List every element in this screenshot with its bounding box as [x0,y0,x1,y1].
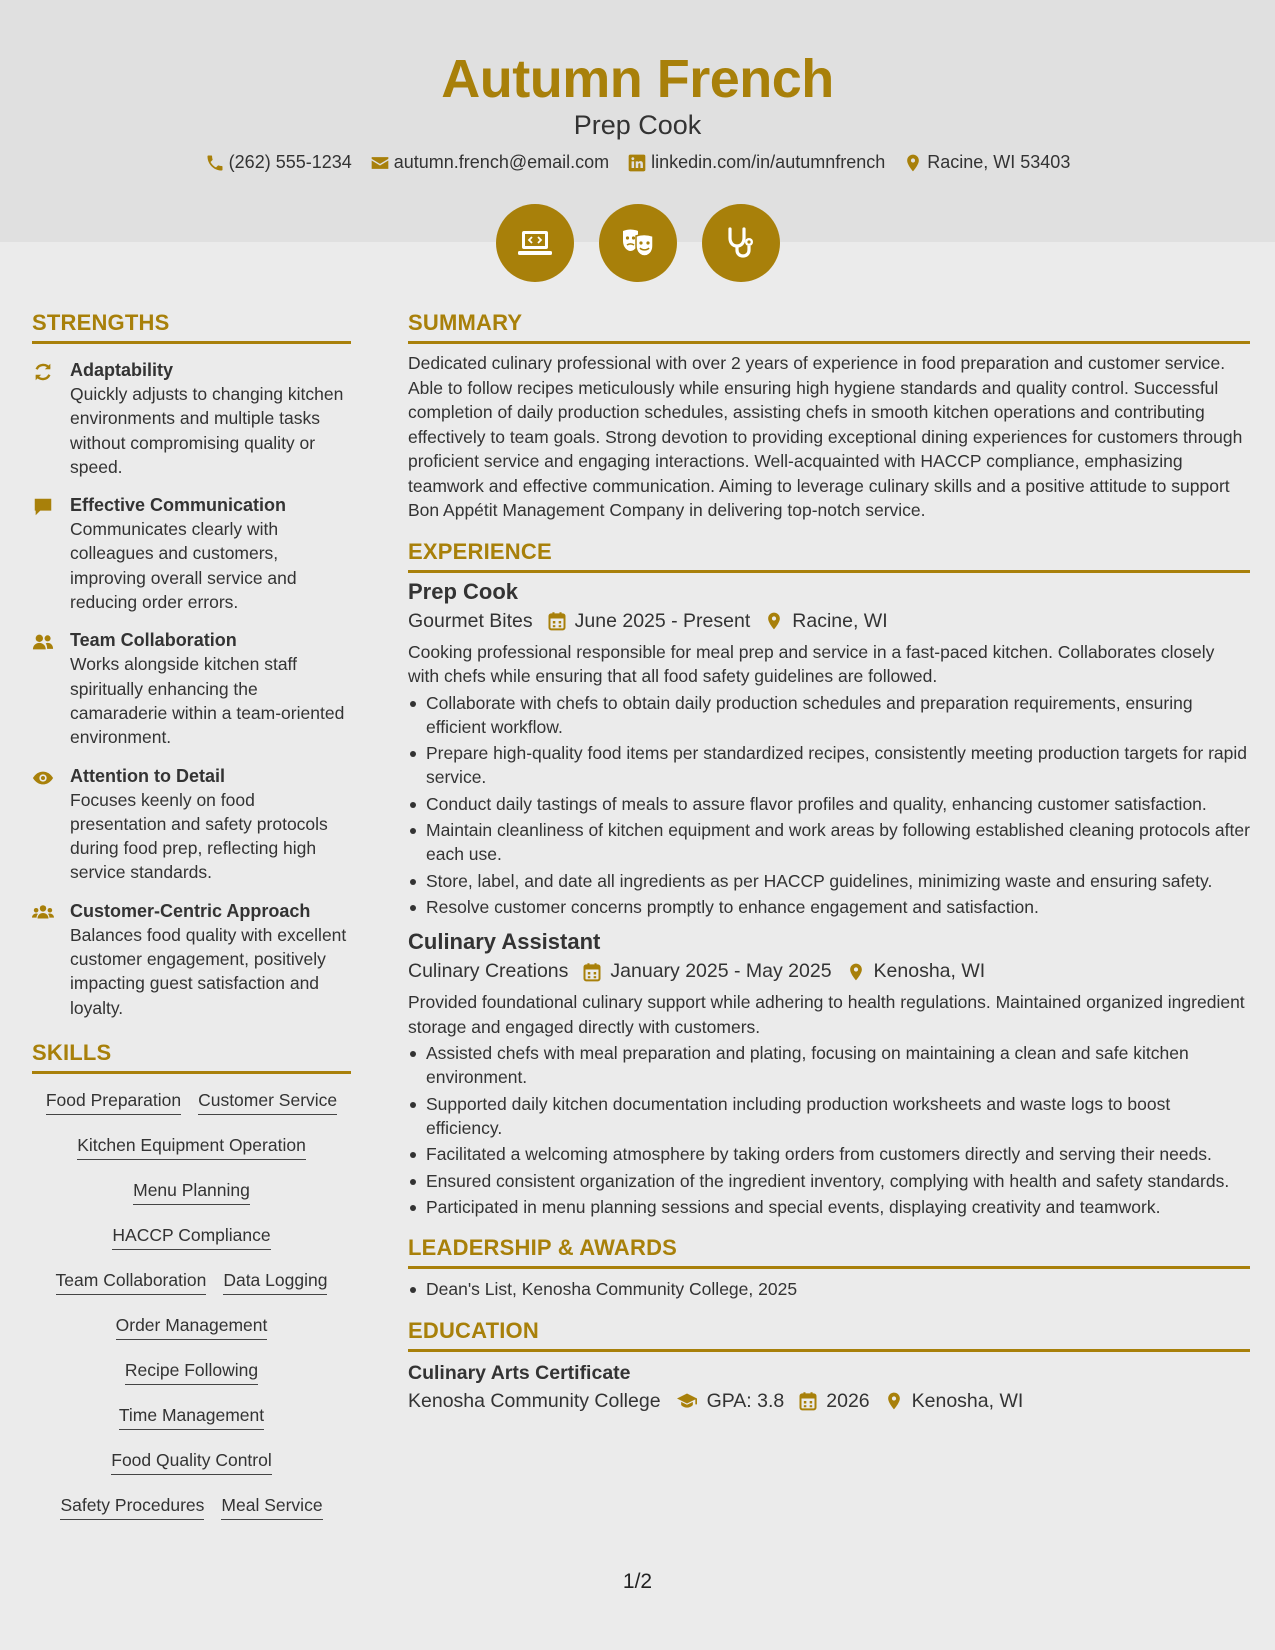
theater-masks-circle [599,204,677,282]
page-number: 1/2 [622,1570,653,1593]
job-company: Culinary Creations [408,960,569,983]
strength-desc: Focuses keenly on food presentation and safety protocols during food prep, reflecting high service standards. [70,789,328,883]
strength-item [32,358,351,479]
education-meta [408,1390,1250,1413]
education-location: Kenosha, WI [911,1389,1024,1412]
bullet-item: Participated in menu planning sessions and special events, displaying creativity and teamwork. [408,1195,1250,1219]
bullet-item: Prepare high-quality food items per standardized recipes, consistently meeting production targets for rapid service. [408,741,1250,790]
strength-item [32,628,351,749]
skill-tag: Customer Service [198,1090,337,1115]
education-gpa: GPA: 3.8 [706,1389,785,1412]
skill-tag: Order Management [116,1315,268,1340]
job-meta [408,960,1250,983]
theater-masks-icon [618,223,658,263]
summary-text: Dedicated culinary professional with over 2 years of experience in food preparation and customer service. Able to follow recipes meticulously while ensuring high hygiene standards and quality control. Successful completion of daily production schedules, assisting chefs in smooth kitchen operations and contributing effectively to team goals. Strong devotion to providing exceptional dining experiences for customers through proficient service and engaging interactions. Well-acquainted with HACCP compliance, emphasizing teamwork and effective communication. Aiming to leverage culinary skills and a positive attitude to support Bon Appétit Management Company in delivering top-notch service. [408,353,1243,520]
strengths-heading: STRENGTHS [32,310,351,344]
calendar-icon [547,611,567,631]
laptop-code-circle [496,204,574,282]
contact-linkedin[interactable] [627,152,885,173]
location-text: Racine, WI 53403 [927,152,1071,172]
job-title: Prep Cook [408,578,519,604]
stethoscope-icon [721,223,761,263]
phone-text: (262) 555-1234 [228,152,352,172]
strength-desc: Communicates clearly with colleagues and customers, improving overall service and reducing order errors. [70,519,297,613]
bullet-item: Collaborate with chefs to obtain daily production schedules and preparation requirements, ensuring efficient workflow. [408,691,1250,740]
bullet-item: Ensured consistent organization of the ingredient inventory, complying with health and safety standards. [408,1169,1250,1193]
skill-tag: HACCP Compliance [112,1225,270,1250]
skills-list [32,1080,351,1530]
calendar-icon [582,962,602,982]
skill-tag: Recipe Following [125,1360,258,1385]
envelope-icon [370,153,390,173]
interest-icons [0,204,1275,282]
strength-item [32,764,351,885]
strength-desc: Balances food quality with excellent customer engagement, positively impacting guest satisfaction and loyalty. [70,924,347,1018]
map-marker-icon [846,962,866,982]
strength-desc: Quickly adjusts to changing kitchen environments and multiple tasks without compromising quality or speed. [70,384,344,477]
skills-heading: SKILLS [32,1040,351,1074]
skill-tag: Kitchen Equipment Operation [77,1135,306,1160]
linkedin-text: linkedin.com/in/autumnfrench [651,152,886,172]
contact-bar [0,152,1275,173]
bullet-item: Maintain cleanliness of kitchen equipment and work areas by following established cleaning protocols after each use. [408,818,1250,867]
education-degree: Culinary Arts Certificate [408,1361,631,1384]
job-bullets [408,1041,1250,1219]
job-location: Racine, WI [792,609,888,632]
skill-tag: Meal Service [221,1495,322,1520]
map-marker-icon [764,611,784,631]
sync-icon [32,361,54,383]
strength-desc: Works alongside kitchen staff spiritually enhancing the camaraderie within a team-oriented environment. [70,654,345,748]
laptop-code-icon [515,223,555,263]
contact-location [903,152,1070,173]
job-dates: January 2025 - May 2025 [610,960,832,983]
comment-icon [32,496,54,518]
candidate-name: Autumn French [441,49,834,109]
strength-name: Adaptability [70,360,174,380]
map-marker-icon [884,1391,904,1411]
strength-name: Customer-Centric Approach [70,900,311,921]
strength-name: Effective Communication [70,495,287,516]
bullet-item: Facilitated a welcoming atmosphere by taking orders from customers directly and serving their needs. [408,1142,1250,1166]
left-column [32,310,351,1530]
strength-item [32,899,351,1020]
strength-item [32,493,351,614]
bullet-item: Assisted chefs with meal preparation and plating, focusing on maintaining a clean and safe kitchen environment. [408,1041,1250,1090]
job-entry [408,579,1250,920]
map-marker-icon [903,153,923,173]
skill-tag: Safety Procedures [60,1495,204,1520]
contact-phone[interactable] [205,152,352,173]
eye-icon [32,767,54,789]
strength-name: Attention to Detail [70,765,225,786]
skill-tag: Data Logging [223,1270,327,1295]
experience-heading: EXPERIENCE [408,539,1250,573]
contact-email[interactable] [370,152,609,173]
leadership-list [408,1277,1250,1301]
job-bullets [408,691,1250,920]
skill-tag: Time Management [119,1405,264,1430]
skill-tag: Team Collaboration [56,1270,207,1295]
job-company: Gourmet Bites [408,609,533,632]
education-heading: EDUCATION [408,1318,1250,1352]
users-icon [32,902,54,924]
education-year: 2026 [826,1389,870,1412]
job-description: Cooking professional responsible for meal prep and service in a fast-paced kitchen. Collaborates closely with chefs while ensuring that all food safety guidelines are followed. [408,641,1215,686]
right-column [408,310,1250,1413]
bullet-item: Resolve customer concerns promptly to enhance engagement and satisfaction. [408,895,1250,919]
leadership-heading: LEADERSHIP & AWARDS [408,1235,1250,1269]
education-school: Kenosha Community College [408,1389,661,1412]
calendar-icon [798,1391,818,1411]
bullet-item: Dean's List, Kenosha Community College, 2025 [408,1277,1250,1301]
job-dates: June 2025 - Present [574,609,751,632]
strength-name: Team Collaboration [70,630,237,651]
candidate-title: Prep Cook [573,110,702,140]
job-meta [408,610,1250,633]
phone-icon [205,153,225,173]
stethoscope-circle [702,204,780,282]
summary-heading: SUMMARY [408,310,1250,344]
graduation-cap-icon [675,1391,699,1411]
linkedin-icon [627,153,647,173]
user-friends-icon [32,631,54,653]
skill-tag: Menu Planning [133,1180,250,1205]
skill-tag: Food Preparation [46,1090,181,1115]
email-text: autumn.french@email.com [393,152,610,172]
skill-tag: Food Quality Control [111,1450,272,1475]
job-entry [408,929,1250,1219]
bullet-item: Supported daily kitchen documentation including production worksheets and waste logs to boost efficiency. [408,1092,1250,1141]
bullet-item: Store, label, and date all ingredients as per HACCP guidelines, minimizing waste and ensuring safety. [408,869,1250,893]
job-description: Provided foundational culinary support while adhering to health regulations. Maintained organized ingredient storage and engaged directly with customers. [408,992,1245,1037]
job-location: Kenosha, WI [873,960,986,983]
job-title: Culinary Assistant [408,929,601,955]
bullet-item: Conduct daily tastings of meals to assure flavor profiles and quality, enhancing customer satisfaction. [408,792,1250,816]
